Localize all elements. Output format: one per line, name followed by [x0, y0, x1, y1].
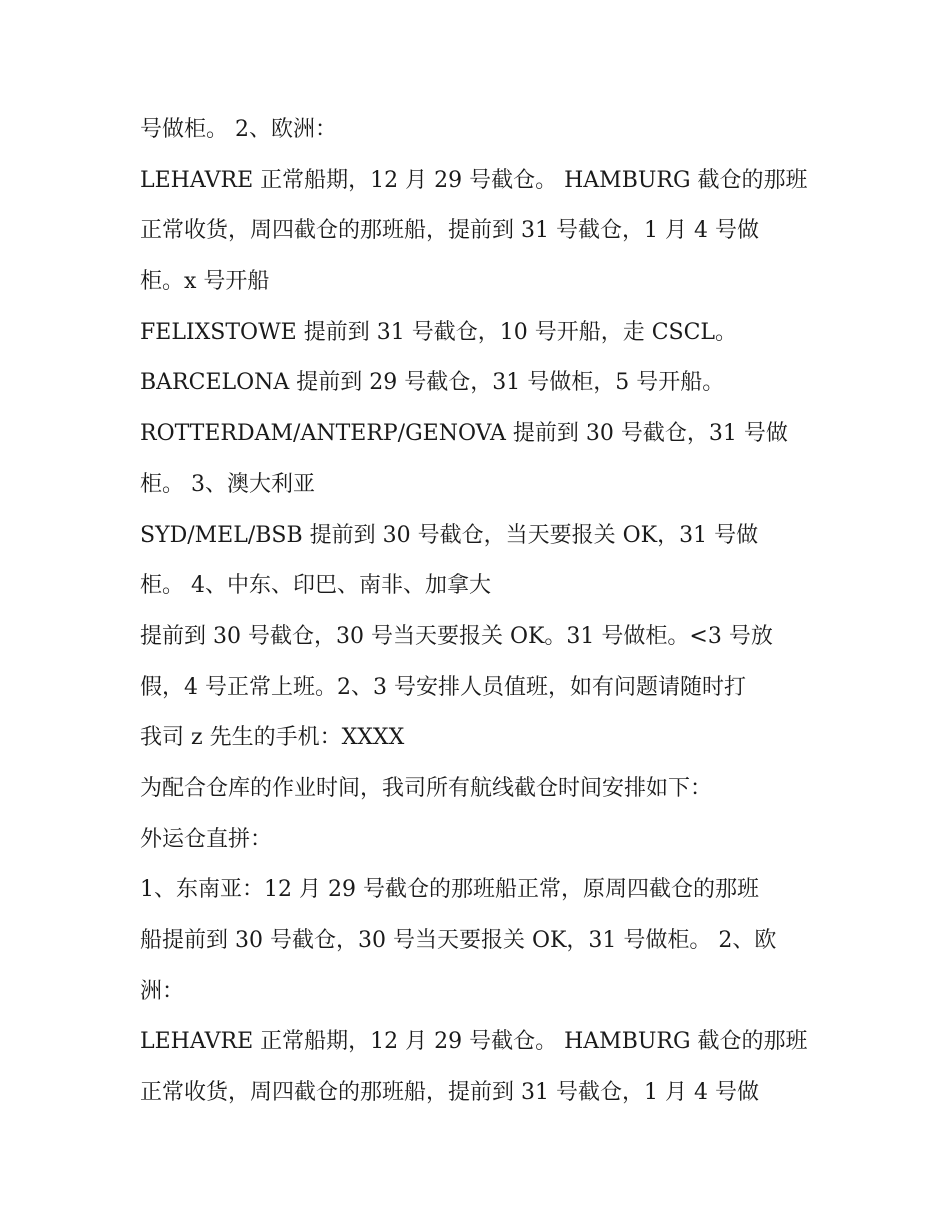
text-line: 洲：: [140, 978, 185, 1004]
text-line: SYD/MEL/BSB 提前到 30 号截仓，当天要报关 OK，31 号做: [140, 522, 759, 548]
text-line: FELIXSTOWE 提前到 31 号截仓，10 号开船，走 CSCL。: [140, 319, 738, 345]
text-line: 1、东南亚：12 月 29 号截仓的那班船正常，原周四截仓的那班: [140, 877, 759, 903]
text-line: 提前到 30 号截仓，30 号当天要报关 OK。31 号做柜。<3 号放: [140, 623, 773, 649]
text-line: 柜。 4、中东、印巴、南非、加拿大: [140, 573, 491, 599]
text-line: 柜。x 号开船: [140, 269, 270, 295]
text-line: LEHAVRE 正常船期，12 月 29 号截仓。 HAMBURG 截仓的那班: [140, 167, 808, 193]
text-line: 正常收货，周四截仓的那班船，提前到 31 号截仓，1 月 4 号做: [140, 1080, 759, 1106]
text-line: BARCELONA 提前到 29 号截仓，31 号做柜，5 号开船。: [140, 370, 725, 396]
text-line: 柜。 3、澳大利亚: [140, 471, 315, 497]
text-line: 我司 z 先生的手机：XXXX: [140, 725, 405, 751]
text-line: 号做柜。 2、欧洲：: [140, 117, 337, 142]
document-body: [140, 108, 820, 1122]
text-line: 外运仓直拼：: [140, 826, 273, 852]
text-line: 正常收货，周四截仓的那班船，提前到 31 号截仓，1 月 4 号做: [140, 218, 759, 244]
text-line: 假，4 号正常上班。2、3 号安排人员值班，如有问题请随时打: [140, 674, 746, 700]
text-line: ROTTERDAM/ANTERP/GENOVA 提前到 30 号截仓，31 号做: [140, 421, 788, 447]
text-line: LEHAVRE 正常船期，12 月 29 号截仓。 HAMBURG 截仓的那班: [140, 1029, 808, 1055]
text-line: 船提前到 30 号截仓，30 号当天要报关 OK，31 号做柜。 2、欧: [140, 928, 777, 953]
text-line: 为配合仓库的作业时间，我司所有航线截仓时间安排如下：: [140, 775, 713, 801]
